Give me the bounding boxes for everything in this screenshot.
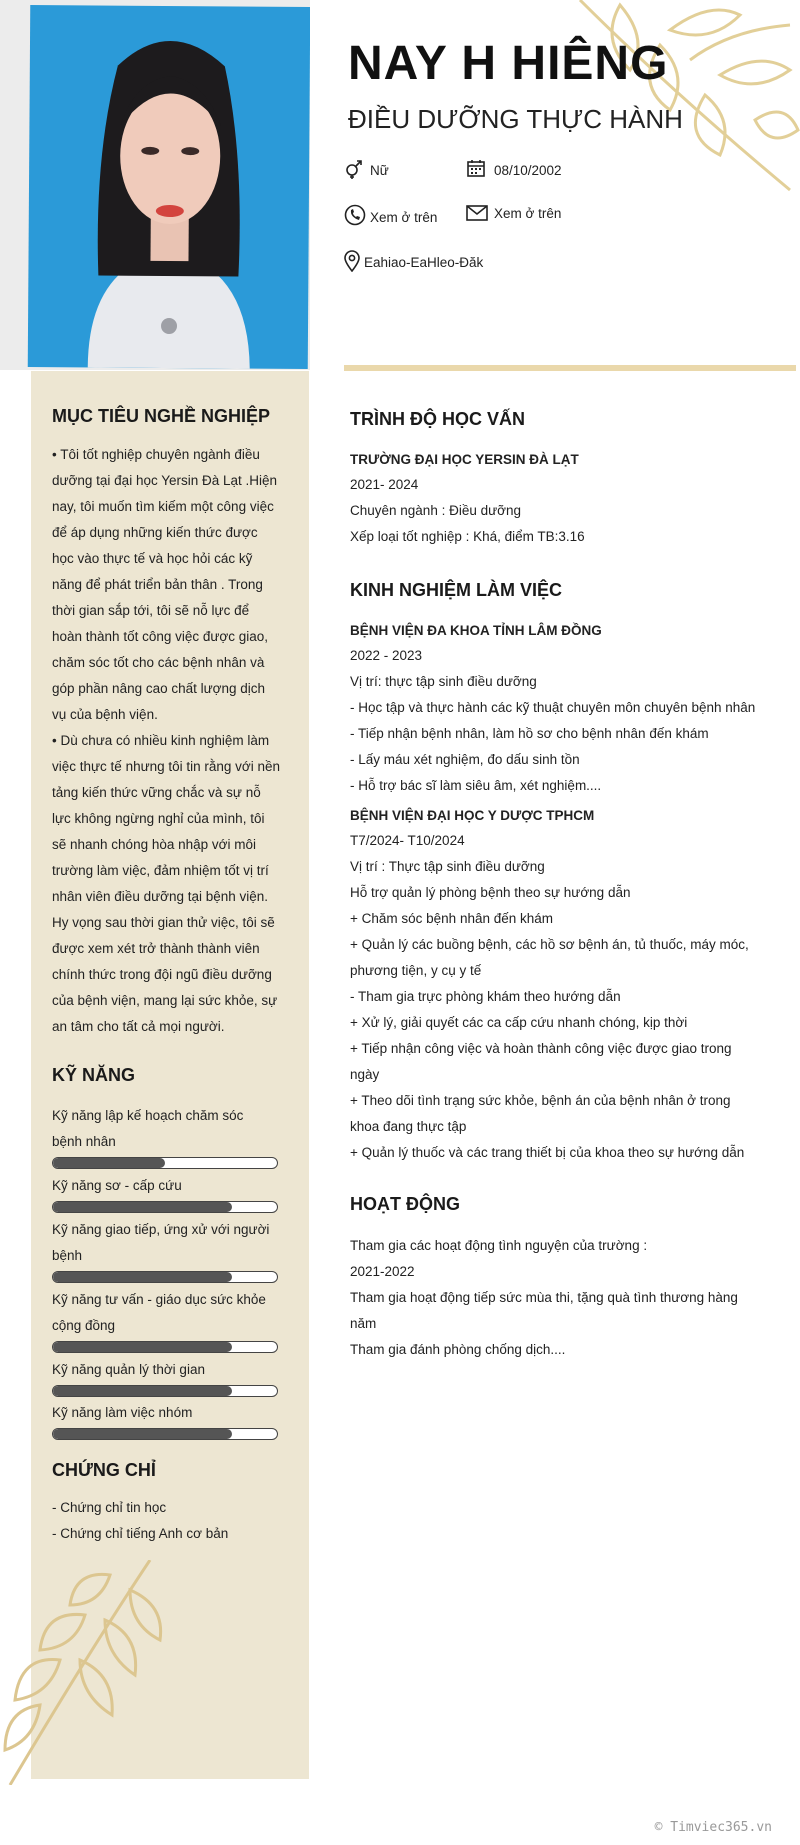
job-line: - Tiếp nhận bệnh nhân, làm hồ sơ cho bệnh nhân đến khám — [350, 726, 709, 741]
activity-line: Tham gia các hoạt động tình nguyện của trường : — [350, 1238, 648, 1253]
skill-name: Kỹ năng sơ - cấp cứu — [52, 1178, 182, 1193]
photo-background — [28, 5, 310, 369]
activity-line: 2021-2022 — [350, 1264, 415, 1279]
skill-name: Kỹ năng tư vấn - giáo dục sức khỏe cộng đồng — [52, 1292, 266, 1333]
job-line: - Lấy máu xét nghiệm, đo dấu sinh tồn — [350, 752, 580, 767]
objective-line: nay, tôi muốn tìm kiếm một công việc — [52, 499, 274, 514]
email-value: Xem ở trên — [494, 206, 562, 221]
activities-title: HOẠT ĐỘNG — [350, 1194, 460, 1214]
objective-line: việc thực tế nhưng tôi tin rằng với nền — [52, 759, 281, 774]
job-line: khoa đang thực tập — [350, 1119, 467, 1134]
skill-name: Kỹ năng quản lý thời gian — [52, 1362, 205, 1377]
job-line: 2022 - 2023 — [350, 648, 423, 663]
objective-title: MỤC TIÊU NGHỀ NGHIỆP — [52, 406, 271, 426]
skill-bar — [52, 1157, 278, 1169]
phone-value: Xem ở trên — [370, 210, 438, 225]
gender-value: Nữ — [370, 163, 389, 178]
job-line: + Theo dõi tình trạng sức khỏe, bệnh án của bệnh nhân ở trong — [350, 1093, 731, 1108]
activity-line: Tham gia đánh phòng chống dịch.... — [350, 1342, 566, 1357]
objective-line: • Tôi tốt nghiệp chuyên ngành điều — [52, 447, 260, 462]
education-school: TRƯỜNG ĐẠI HỌC YERSIN ĐÀ LẠT — [350, 452, 579, 467]
skill-item — [52, 1217, 278, 1283]
objective-line: vụ của bệnh viện. — [52, 707, 158, 722]
education-years: 2021- 2024 — [350, 477, 419, 492]
calendar-icon — [466, 158, 486, 178]
job-line: - Tham gia trực phòng khám theo hướng dẫn — [350, 989, 621, 1004]
job-company: BỆNH VIỆN ĐẠI HỌC Y DƯỢC TPHCM — [350, 808, 595, 823]
skill-name: Kỹ năng giao tiếp, ứng xử với người bệnh — [52, 1222, 270, 1263]
objective-line: của bệnh viện, mang lại sức khỏe, sự — [52, 993, 278, 1008]
job-line: ngày — [350, 1067, 380, 1082]
objective-line: trường làm việc, đảm nhiệm tốt vị trí — [52, 863, 269, 878]
objective-line: hoàn thành tốt công việc được giao, — [52, 629, 269, 644]
skill-item — [52, 1357, 278, 1397]
skill-item — [52, 1400, 278, 1440]
leaf-decoration-top — [540, 0, 800, 200]
skills-title: KỸ NĂNG — [52, 1065, 136, 1085]
job-line: - Học tập và thực hành các kỹ thuật chuyên môn chuyên bệnh nhân — [350, 700, 756, 715]
job-line: T7/2024- T10/2024 — [350, 833, 465, 848]
skill-item — [52, 1287, 278, 1353]
skill-item — [52, 1103, 278, 1169]
objective-line: để áp dụng những kiến thức được — [52, 525, 258, 540]
skill-item — [52, 1173, 278, 1213]
job-line: - Hỗ trợ bác sĩ làm siêu âm, xét nghiệm.... — [350, 778, 602, 793]
objective-line: chính thức trong đội ngũ điều dưỡng — [52, 967, 272, 982]
mail-icon — [466, 205, 488, 221]
skill-bar — [52, 1428, 278, 1440]
objective-line: chăm sóc tốt cho các bệnh nhân và — [52, 655, 265, 670]
experience-title: KINH NGHIỆM LÀM VIỆC — [350, 580, 563, 600]
objective-line: sẽ nhanh chóng hòa nhập với môi — [52, 837, 256, 852]
job-line: + Tiếp nhận công việc và hoàn thành công việc được giao trong — [350, 1041, 732, 1056]
certificate-item: - Chứng chỉ tin học — [52, 1500, 167, 1515]
certificates-title: CHỨNG CHỈ — [52, 1460, 156, 1480]
skill-bar — [52, 1385, 278, 1397]
job-title: ĐIỀU DƯỠNG THỰC HÀNH — [348, 104, 683, 134]
objective-line: góp phần nâng cao chất lượng dịch — [52, 681, 266, 696]
objective-text — [52, 442, 286, 1040]
skill-bar-fill — [53, 1342, 232, 1352]
profile-photo — [0, 0, 310, 370]
activity-line: Tham gia hoạt động tiếp sức mùa thi, tặng quà tình thương hàng — [350, 1290, 738, 1305]
job-company: BỆNH VIỆN ĐA KHOA TỈNH LÂM ĐỒNG — [350, 623, 602, 638]
skill-bar-fill — [53, 1158, 165, 1168]
objective-line: Hy vọng sau thời gian thử việc, tôi sẽ — [52, 915, 275, 930]
birthdate-value: 08/10/2002 — [494, 163, 562, 178]
certificates-list — [52, 1495, 292, 1547]
skill-bar — [52, 1201, 278, 1213]
job-line: + Quản lý các buồng bệnh, các hồ sơ bệnh án, tủ thuốc, máy móc, — [350, 937, 749, 952]
objective-line: • Dù chưa có nhiều kinh nghiệm làm — [52, 733, 270, 748]
job-line: phương tiện, y cụ y tế — [350, 963, 482, 978]
objective-line: năng để phát triển bản thân . Trong — [52, 577, 263, 592]
leaf-decoration-bottom — [0, 1560, 170, 1785]
candidate-name: NAY H HIÊNG — [348, 37, 669, 90]
job-line: Hỗ trợ quản lý phòng bệnh theo sự hướng dẫn — [350, 885, 631, 900]
education-title: TRÌNH ĐỘ HỌC VẤN — [350, 409, 525, 429]
education-grade: Xếp loại tốt nghiệp : Khá, điểm TB:3.16 — [350, 529, 585, 544]
person-portrait — [28, 5, 310, 369]
skill-bar-fill — [53, 1386, 232, 1396]
skill-bar — [52, 1271, 278, 1283]
objective-line: được xem xét trở thành thành viên — [52, 941, 260, 956]
objective-line: học vào thực tế và học hỏi các kỹ — [52, 551, 253, 566]
objective-line: thời gian sắp tới, tôi sẽ nỗ lực để — [52, 603, 250, 618]
objective-line: an tâm cho tất cả mọi người. — [52, 1019, 225, 1034]
skill-bar-fill — [53, 1202, 232, 1212]
header-divider — [344, 365, 796, 371]
activity-line: năm — [350, 1316, 377, 1331]
skill-bar-fill — [53, 1272, 232, 1282]
skill-name: Kỹ năng lập kế hoạch chăm sóc bệnh nhân — [52, 1108, 244, 1149]
address-value: Eahiao-EaHleo-Đăk — [364, 255, 484, 270]
job-line: + Chăm sóc bệnh nhân đến khám — [350, 911, 554, 926]
skill-name: Kỹ năng làm việc nhóm — [52, 1405, 193, 1420]
watermark: © Timviec365.vn — [654, 1820, 772, 1835]
job-line: Vị trí: thực tập sinh điều dưỡng — [350, 674, 537, 689]
education-major: Chuyên ngành : Điều dưỡng — [350, 503, 522, 518]
job-line: Vị trí : Thực tập sinh điều dưỡng — [350, 859, 545, 874]
location-icon — [344, 250, 360, 272]
job-line: + Quản lý thuốc và các trang thiết bị của khoa theo sự hướng dẫn — [350, 1145, 745, 1160]
phone-icon — [344, 204, 366, 226]
objective-line: lực không ngừng nghỉ của mình, tôi — [52, 811, 265, 826]
skill-bar-fill — [53, 1429, 232, 1439]
job-line: + Xử lý, giải quyết các ca cấp cứu nhanh chóng, kịp thời — [350, 1015, 688, 1030]
certificate-item: - Chứng chỉ tiếng Anh cơ bản — [52, 1526, 229, 1541]
gender-icon — [344, 158, 364, 180]
skill-bar — [52, 1341, 278, 1353]
objective-line: nhân viên điều dưỡng tại bệnh viện. — [52, 889, 269, 904]
objective-line: tảng kiến thức vững chắc và sự nỗ — [52, 785, 261, 800]
objective-line: dưỡng tại đại học Yersin Đà Lạt .Hiện — [52, 473, 278, 488]
